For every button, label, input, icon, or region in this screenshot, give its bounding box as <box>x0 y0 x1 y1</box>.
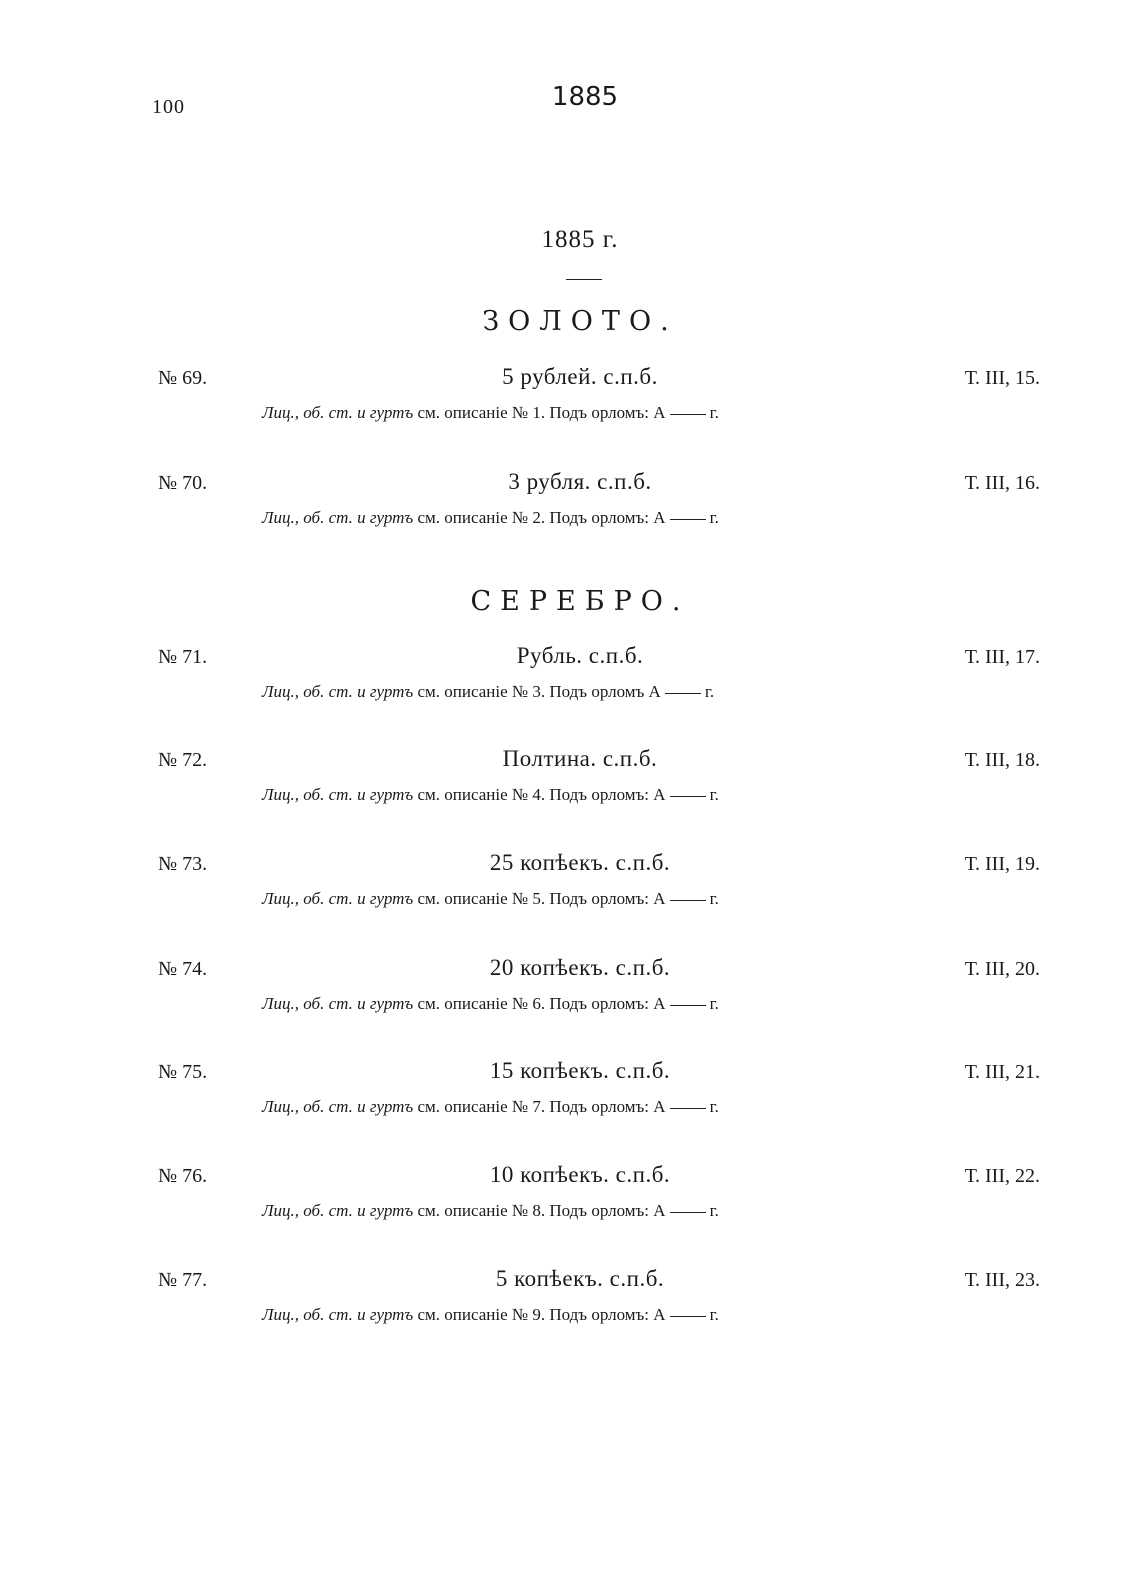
dash <box>670 900 706 901</box>
year-title: 1885 г. <box>541 226 619 253</box>
description-italic: Лиц., об. ст. и гуртъ <box>262 1097 414 1116</box>
description-text: см. описаніе № 2. Подъ орломъ: <box>417 508 650 527</box>
mintmaster-to: г. <box>709 1097 719 1116</box>
description-italic: Лиц., об. ст. и гуртъ <box>262 403 414 422</box>
description-text: см. описаніе № 1. Подъ орломъ: <box>417 403 650 422</box>
description-italic: Лиц., об. ст. и гуртъ <box>262 785 414 804</box>
coin-name: 5 рублей. с.п.б. <box>502 364 658 389</box>
description-text: см. описаніе № 7. Подъ орломъ: <box>417 1097 650 1116</box>
plate-reference: Т. III, 15. <box>964 367 1040 389</box>
coin-entry <box>0 850 1140 913</box>
description-italic: Лиц., об. ст. и гуртъ <box>262 508 414 527</box>
mintmaster-to: г. <box>709 1201 719 1220</box>
coin-entry <box>0 955 1140 1018</box>
plate-reference: Т. III, 16. <box>964 472 1040 494</box>
coin-name: 20 копѣекъ. с.п.б. <box>489 955 671 980</box>
plate-reference: Т. III, 20. <box>964 958 1040 980</box>
mintmaster-to: г. <box>704 682 715 701</box>
entry-number: № 76. <box>158 1165 208 1187</box>
entry-number: № 74. <box>158 958 208 980</box>
coin-name: 10 копѣекъ. с.п.б. <box>489 1162 671 1187</box>
description-italic: Лиц., об. ст. и гуртъ <box>262 994 414 1013</box>
dash <box>665 693 701 694</box>
coin-entry <box>0 1058 1140 1121</box>
mintmaster-from: А <box>653 403 666 422</box>
coin-description <box>262 1305 719 1325</box>
dash <box>670 519 706 520</box>
mintmaster-from: А <box>653 1305 666 1324</box>
coin-entry <box>0 746 1140 809</box>
coin-description <box>262 994 719 1014</box>
description-text: см. описаніе № 4. Подъ орломъ: <box>417 785 650 804</box>
dash <box>670 1005 706 1006</box>
plate-reference: Т. III, 22. <box>964 1165 1040 1187</box>
description-text: см. описаніе № 5. Подъ орломъ: <box>417 889 650 908</box>
section-title-silver: СЕРЕБРО. <box>470 586 690 617</box>
coin-name: Рубль. с.п.б. <box>516 643 644 668</box>
mintmaster-to: г. <box>709 508 719 527</box>
coin-description <box>262 1097 719 1117</box>
coin-description <box>262 785 719 805</box>
description-text: см. описаніе № 9. Подъ орломъ: <box>417 1305 650 1324</box>
mintmaster-to: г. <box>709 403 719 422</box>
section-title-gold: ЗОЛОТО. <box>482 306 678 337</box>
entry-number: № 72. <box>158 749 208 771</box>
plate-reference: Т. III, 17. <box>964 646 1040 668</box>
entry-number: № 73. <box>158 853 208 875</box>
dash <box>670 1212 706 1213</box>
description-italic: Лиц., об. ст. и гуртъ <box>262 682 414 701</box>
dash <box>670 414 706 415</box>
coin-entry <box>0 469 1140 532</box>
coin-description <box>262 889 719 909</box>
entry-number: № 75. <box>158 1061 208 1083</box>
plate-reference: Т. III, 18. <box>964 749 1040 771</box>
description-text: см. описаніе № 6. Подъ орломъ: <box>417 994 650 1013</box>
mintmaster-from: А <box>648 682 661 701</box>
entry-number: № 70. <box>158 472 208 494</box>
description-text: см. описаніе № 8. Подъ орломъ: <box>417 1201 650 1220</box>
coin-name: 15 копѣекъ. с.п.б. <box>489 1058 671 1083</box>
plate-reference: Т. III, 21. <box>964 1061 1040 1083</box>
coin-entry <box>0 1266 1140 1329</box>
coin-name: 3 рубля. с.п.б. <box>508 469 652 494</box>
mintmaster-from: А <box>653 1097 666 1116</box>
entry-number: № 77. <box>158 1269 208 1291</box>
mintmaster-from: А <box>653 1201 666 1220</box>
coin-description <box>262 403 719 423</box>
coin-entry <box>0 364 1140 427</box>
entry-number: № 69. <box>158 367 208 389</box>
plate-reference: Т. III, 19. <box>964 853 1040 875</box>
coin-description <box>262 682 714 702</box>
year-rule <box>566 279 602 280</box>
mintmaster-from: А <box>653 785 666 804</box>
coin-entry <box>0 1162 1140 1225</box>
running-head: 1885 <box>551 82 619 112</box>
dash <box>670 1108 706 1109</box>
description-italic: Лиц., об. ст. и гуртъ <box>262 889 414 908</box>
mintmaster-from: А <box>653 508 666 527</box>
mintmaster-from: А <box>653 994 666 1013</box>
coin-description <box>262 508 719 528</box>
entry-number: № 71. <box>158 646 208 668</box>
description-italic: Лиц., об. ст. и гуртъ <box>262 1201 414 1220</box>
coin-name: 5 копѣекъ. с.п.б. <box>495 1266 665 1291</box>
coin-entry <box>0 643 1140 706</box>
mintmaster-to: г. <box>709 889 719 908</box>
dash <box>670 796 706 797</box>
mintmaster-to: г. <box>709 785 719 804</box>
coin-description <box>262 1201 719 1221</box>
mintmaster-to: г. <box>709 1305 719 1324</box>
description-italic: Лиц., об. ст. и гуртъ <box>262 1305 414 1324</box>
dash <box>670 1316 706 1317</box>
coin-name: 25 копѣекъ. с.п.б. <box>489 850 671 875</box>
mintmaster-from: А <box>653 889 666 908</box>
mintmaster-to: г. <box>709 994 719 1013</box>
coin-name: Полтина. с.п.б. <box>502 746 658 771</box>
description-text: см. описаніе № 3. Подъ орломъ <box>417 682 645 701</box>
page-number: 100 <box>152 96 185 118</box>
plate-reference: Т. III, 23. <box>964 1269 1040 1291</box>
